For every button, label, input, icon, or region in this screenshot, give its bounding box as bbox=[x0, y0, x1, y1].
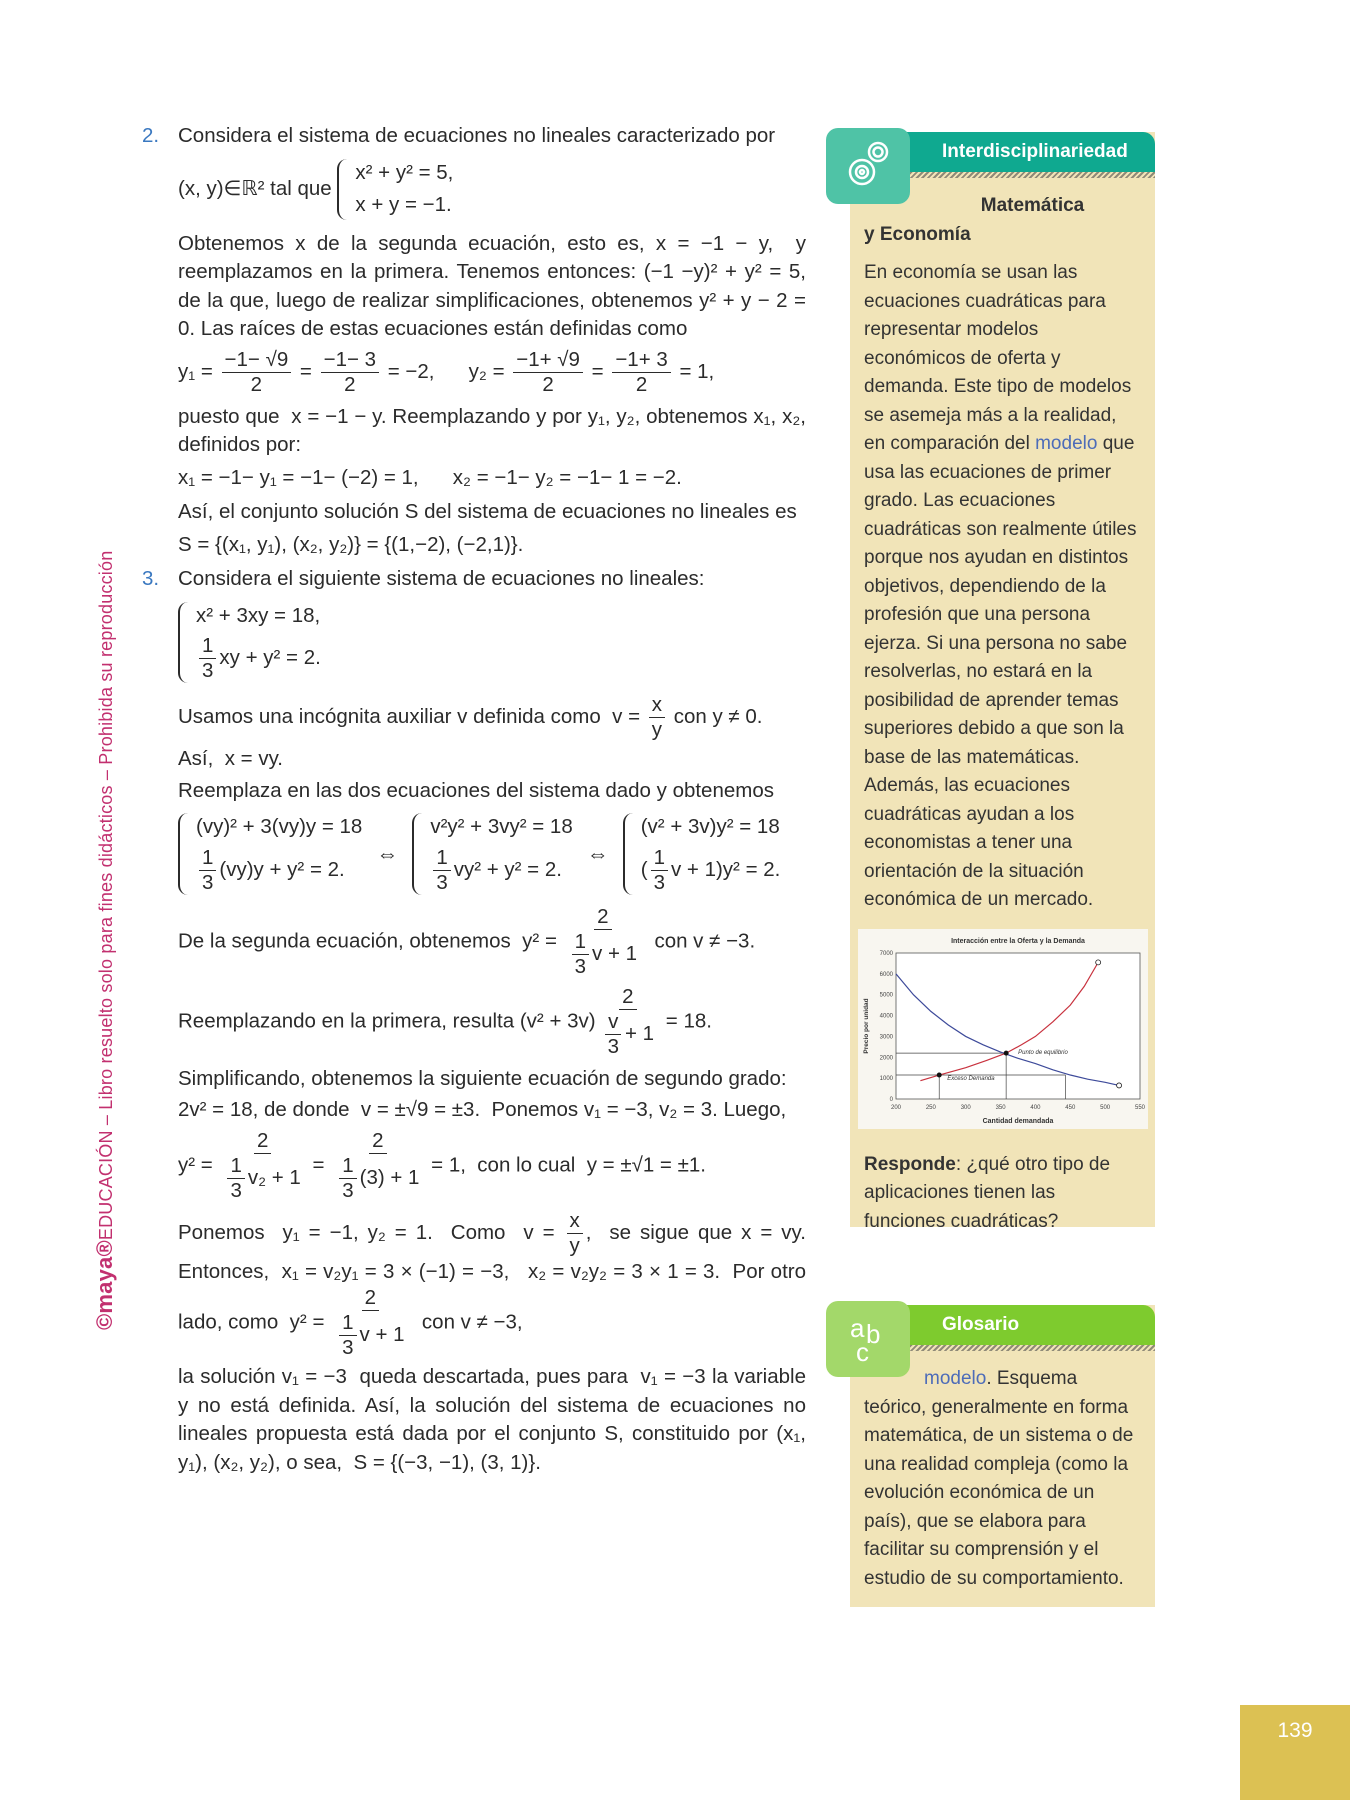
subtitle: Matemática bbox=[980, 195, 1085, 216]
math-text: 2 bbox=[344, 372, 356, 396]
paragraph bbox=[178, 745, 806, 774]
math-text: Así, el conjunto solución S del sistema de ecuaciones no lineales es bbox=[178, 500, 797, 523]
denominator bbox=[539, 373, 556, 397]
math-text: , se sigue que x = vy. Entonces, x₁ = v₂y₁ = 3 × (−1) = −3, x₂ = v₂y₂ = 3 × 1 = 3. Por otro lado, como y² = bbox=[178, 1220, 812, 1334]
math-text: 2 bbox=[250, 372, 263, 396]
left-brace bbox=[623, 813, 635, 895]
denominator bbox=[199, 659, 216, 683]
page-number-box bbox=[1240, 1705, 1350, 1800]
fraction bbox=[612, 348, 670, 397]
math-text: la solución v₁ = −3 queda descartada, pues para v₁ = −3 la variable y no está definida. Así, la solución del sistema de ecuaciones no lineales propuesta está dada por el conjunto S, constituido por (x₁, y₁), (x₂, y₂), o sea, S = {(−3, −1), (3, 1)}. bbox=[178, 1365, 812, 1474]
divider bbox=[910, 1345, 1155, 1351]
math-text: v²y² + 3vy² = 18 bbox=[430, 815, 573, 838]
denominator bbox=[572, 955, 589, 979]
math-text: puesto que x = −1 − y. Reemplazando y por y₁, y₂, obtenemos x₁, x₂, definidos por: bbox=[178, 404, 812, 456]
math-text: x² + y² = 5, bbox=[355, 160, 454, 184]
numerator bbox=[339, 1154, 356, 1179]
equation-system bbox=[178, 598, 806, 688]
fraction bbox=[333, 1129, 422, 1203]
math-text: 3 bbox=[653, 870, 665, 894]
fraction bbox=[333, 1286, 407, 1360]
fraction bbox=[339, 1311, 356, 1360]
denominator bbox=[333, 1311, 407, 1360]
left-brace bbox=[337, 159, 349, 220]
equation bbox=[178, 1129, 806, 1203]
math-text: = bbox=[294, 359, 318, 383]
x-tick-label: 500 bbox=[1100, 1104, 1111, 1111]
paragraph bbox=[178, 1208, 812, 1361]
fraction bbox=[199, 846, 216, 895]
math-text: 1 bbox=[230, 1153, 242, 1177]
equation bbox=[178, 464, 806, 493]
numerator bbox=[619, 985, 636, 1010]
problem-number: 3. bbox=[142, 567, 160, 590]
paragraph bbox=[178, 230, 812, 344]
math-text: = bbox=[306, 1152, 331, 1176]
system-rows bbox=[430, 813, 572, 895]
numerator bbox=[513, 348, 583, 373]
numerator bbox=[254, 1129, 271, 1154]
math-text: 2 bbox=[622, 984, 634, 1008]
annotation: Exceso Demanda bbox=[947, 1075, 995, 1082]
glossary-link-modelo[interactable]: modelo bbox=[1035, 433, 1098, 454]
x-axis-label: Cantidad demandada bbox=[982, 1117, 1054, 1125]
fraction bbox=[566, 905, 640, 979]
system-row bbox=[196, 846, 362, 895]
numerator bbox=[369, 1129, 386, 1154]
fraction bbox=[433, 846, 450, 895]
paragraph bbox=[178, 122, 806, 151]
equivalent-systems bbox=[178, 809, 806, 899]
system-row bbox=[430, 846, 572, 895]
math-text: x bbox=[569, 1208, 580, 1232]
fraction bbox=[651, 846, 668, 895]
main-column bbox=[142, 122, 812, 1481]
math-text: (x, y)∈ℝ² tal que bbox=[178, 176, 338, 200]
math-text: x² + 3xy = 18, bbox=[196, 603, 321, 627]
numerator bbox=[199, 634, 216, 659]
math-text: Considera el siguiente sistema de ecuaciones no lineales: bbox=[178, 567, 705, 590]
denominator bbox=[339, 1336, 356, 1360]
paragraph bbox=[178, 777, 806, 806]
system-rows bbox=[196, 813, 362, 895]
interdisciplinary-box bbox=[850, 132, 1155, 1232]
fraction bbox=[227, 1154, 244, 1203]
left-brace bbox=[412, 813, 424, 895]
math-text: v₂ + 1 bbox=[247, 1165, 301, 1189]
fraction bbox=[321, 348, 379, 397]
numerator bbox=[321, 348, 379, 373]
math-text: ( bbox=[640, 857, 648, 881]
equation bbox=[178, 531, 806, 560]
math-text: 2 bbox=[364, 1286, 377, 1309]
brace-system bbox=[623, 813, 781, 895]
denominator bbox=[341, 373, 358, 397]
math-text: 2 bbox=[542, 372, 554, 396]
math-text: xy + y² = 2. bbox=[219, 645, 321, 669]
brace-system bbox=[178, 602, 321, 684]
x-tick-label: 550 bbox=[1134, 1104, 1146, 1111]
math-text: 1 bbox=[653, 845, 665, 869]
interdisciplinary-header: Interdisciplinariedad bbox=[850, 132, 1155, 172]
math-text: 3 bbox=[574, 954, 587, 978]
math-text: con v ≠ −3, bbox=[410, 1310, 523, 1334]
math-text: 1 bbox=[202, 634, 214, 657]
system-row bbox=[355, 191, 453, 220]
math-text: 3 bbox=[436, 870, 448, 894]
denominator bbox=[651, 871, 668, 895]
fraction bbox=[513, 348, 583, 397]
denominator bbox=[227, 1179, 244, 1203]
equivalence-symbol: ⇔ bbox=[586, 840, 609, 866]
equation bbox=[178, 905, 806, 979]
math-text: Simplificando, obtenemos la siguiente ecuación de segundo grado: bbox=[178, 1066, 787, 1090]
equation bbox=[178, 985, 806, 1059]
math-text: Ponemos y₁ = −1, y₂ = 1. Como v = bbox=[178, 1220, 564, 1244]
numerator bbox=[567, 1209, 583, 1234]
math-text: 1 bbox=[342, 1153, 354, 1177]
svg-text:b: b bbox=[866, 1319, 881, 1349]
brace-system bbox=[412, 813, 572, 895]
math-text: = 1, con lo cual y = ±√1 = ±1. bbox=[425, 1152, 706, 1176]
denominator bbox=[567, 1234, 583, 1258]
denominator bbox=[339, 1179, 356, 1203]
brace-system bbox=[337, 159, 453, 220]
y-tick-label: 5000 bbox=[879, 992, 893, 999]
body-text: En economía se usan las ecuaciones cuadráticas para representar modelos económicos de oferta y demanda. Este tipo de modelos se asemeja más a la realidad, en comparación del modelo que usa las ecuaciones de primer grado. Las ecuaciones cuadráticas son realmente útiles porque nos ayudan en distintos objetivos, dependiendo de la profesión que una persona ejerza. Si una persona no sabe resolverlas, no estará en la posibilidad de aprender temas superiores debido a que son la base de las matemáticas. Además, las ecuaciones cuadráticas ayudan a los economistas a tener una orientación de la situación económica de un mercado. bbox=[864, 262, 1137, 910]
math-text: 1 bbox=[342, 1311, 354, 1334]
math-text: 3 bbox=[230, 1178, 242, 1202]
numerator bbox=[339, 1311, 356, 1336]
system-row bbox=[355, 159, 453, 188]
math-text: y bbox=[651, 718, 663, 741]
math-text: = 18. bbox=[660, 1008, 712, 1032]
chart-title: Interacción entre la Oferta y la Demanda bbox=[951, 937, 1085, 945]
math-text: 1 bbox=[436, 845, 448, 869]
math-text: Obtenemos x de la segunda ecuación, esto es, x = −1 − y, y reemplazamos en la primera. Tenemos entonces: (−1 −y)² + y² = 5, de la que, luego de realizar simplificaciones, obtenemos y² + y − 2 = 0. Las raíces de estas ecuaciones están definidas como bbox=[178, 231, 812, 340]
denominator bbox=[433, 871, 450, 895]
annotation: Punto de equilibrio bbox=[1018, 1049, 1068, 1056]
math-text: −1− 3 bbox=[323, 347, 377, 371]
math-text: v + 1 bbox=[359, 1322, 405, 1346]
math-text: 3 bbox=[202, 870, 214, 894]
math-text: x₁ = −1− y₁ = −1− (−2) = 1, x₂ = −1− y₂ = −1− 1 = −2. bbox=[178, 465, 682, 489]
numerator bbox=[605, 1010, 621, 1035]
fraction bbox=[599, 985, 657, 1059]
system-row bbox=[196, 813, 362, 842]
x-tick-label: 300 bbox=[960, 1104, 971, 1111]
data-point bbox=[1004, 1050, 1009, 1055]
y-tick-label: 0 bbox=[889, 1096, 893, 1103]
divider bbox=[910, 172, 1155, 178]
x-tick-label: 400 bbox=[1030, 1104, 1041, 1111]
math-text: 1 bbox=[202, 845, 214, 869]
fraction bbox=[199, 634, 216, 683]
fraction bbox=[339, 1154, 356, 1203]
fraction bbox=[605, 1010, 622, 1059]
math-text: v + 1 bbox=[592, 941, 638, 965]
paragraph bbox=[178, 1363, 812, 1477]
problem-number: 2. bbox=[142, 124, 160, 147]
math-text: 3 bbox=[342, 1178, 354, 1202]
publisher-logo: ©maya® bbox=[92, 1240, 117, 1330]
fraction bbox=[222, 348, 292, 397]
paragraph bbox=[178, 693, 806, 742]
left-brace bbox=[178, 813, 190, 895]
math-text: 2 bbox=[256, 1128, 269, 1152]
denominator bbox=[248, 373, 265, 397]
paragraph bbox=[178, 1096, 806, 1125]
math-text: 3 bbox=[342, 1336, 354, 1359]
glossary-header: Glosario bbox=[850, 1305, 1155, 1345]
fraction bbox=[567, 1209, 583, 1258]
numerator bbox=[612, 348, 670, 373]
math-text: (v² + 3v)y² = 18 bbox=[640, 815, 780, 838]
math-text: x bbox=[651, 693, 663, 716]
numerator bbox=[594, 905, 611, 930]
denominator bbox=[199, 871, 216, 895]
system-rows bbox=[641, 813, 781, 895]
math-text: 3 bbox=[202, 659, 214, 682]
x-tick-label: 450 bbox=[1065, 1104, 1076, 1111]
paragraph bbox=[178, 403, 812, 460]
math-text: 2v² = 18, de donde v = ±√9 = ±3. Ponemos v₁ = −3, v₂ = 3. Luego, bbox=[178, 1098, 787, 1121]
math-text: (vy)y + y² = 2. bbox=[219, 857, 345, 881]
fraction bbox=[649, 693, 665, 742]
supply-demand-chart bbox=[858, 929, 1148, 1129]
math-text: v + 1)y² = 2. bbox=[670, 857, 781, 881]
paragraph bbox=[178, 498, 806, 527]
numerator bbox=[227, 1154, 244, 1179]
math-text: 2 bbox=[597, 904, 609, 928]
open-endpoint bbox=[1096, 959, 1101, 964]
data-point bbox=[937, 1072, 942, 1077]
glossary-definition: modelo. Esquema teórico, generalmente en forma matemática, de un sistema o de una realidad compleja (como la evolución económica de un país), que se elabora para facilitar su comprensión y el estudio de su comportamiento. bbox=[864, 1368, 1134, 1589]
denominator bbox=[566, 930, 640, 979]
y-axis-label: Precio por unidad bbox=[863, 997, 870, 1054]
brace-system bbox=[178, 813, 362, 895]
system-row bbox=[430, 813, 572, 842]
system-rows bbox=[196, 602, 321, 684]
denominator bbox=[333, 1154, 422, 1203]
math-text: con v ≠ −3. bbox=[643, 928, 756, 952]
respond-question: Responde: ¿qué otro tipo de aplicaciones tienen las funciones cuadráticas? bbox=[864, 1153, 1111, 1232]
glossary-term: modelo bbox=[924, 1368, 987, 1389]
problem bbox=[142, 122, 812, 559]
denominator bbox=[599, 1010, 657, 1059]
denominator bbox=[633, 373, 650, 397]
open-endpoint bbox=[1117, 1082, 1122, 1087]
y-tick-label: 6000 bbox=[879, 971, 893, 978]
numerator bbox=[649, 693, 665, 718]
math-text: S = {(x₁, y₁), (x₂, y₂)} = {(1,−2), (−2,1)}. bbox=[178, 532, 524, 556]
y-tick-label: 3000 bbox=[879, 1033, 893, 1040]
numerator bbox=[433, 846, 450, 871]
x-tick-label: 200 bbox=[890, 1104, 902, 1111]
math-text: vy² + y² = 2. bbox=[453, 857, 562, 881]
problem bbox=[142, 565, 812, 1477]
equivalence-symbol: ⇔ bbox=[376, 840, 399, 866]
system-row bbox=[196, 634, 321, 683]
math-text: −1+ 3 bbox=[615, 347, 668, 371]
y-tick-label: 2000 bbox=[879, 1054, 893, 1061]
math-text: 2 bbox=[635, 372, 648, 396]
glossary-box bbox=[850, 1305, 1155, 1607]
denominator bbox=[605, 1035, 622, 1059]
math-text: Así, x = vy. bbox=[178, 747, 283, 770]
math-text: 3 bbox=[607, 1034, 619, 1058]
math-text: = −2, y₂ = bbox=[382, 359, 511, 383]
paragraph bbox=[178, 565, 806, 594]
system-row bbox=[196, 602, 321, 631]
subtitle-2: y Economía bbox=[864, 223, 971, 245]
fraction bbox=[221, 1129, 303, 1203]
math-text: x + y = −1. bbox=[355, 193, 452, 216]
system-rows bbox=[355, 159, 453, 220]
numerator bbox=[572, 930, 589, 955]
math-text: Reemplaza en las dos ecuaciones del sistema dado y obtenemos bbox=[178, 778, 774, 802]
math-text: −1− √9 bbox=[224, 347, 289, 371]
system-row bbox=[641, 813, 781, 842]
denominator bbox=[221, 1154, 303, 1203]
math-text: −1+ √9 bbox=[516, 347, 580, 371]
equation bbox=[178, 348, 806, 397]
math-text: v bbox=[608, 1009, 619, 1033]
svg-text:c: c bbox=[856, 1337, 869, 1367]
math-text: Reemplazando en la primera, resulta (v² + 3v) bbox=[178, 1008, 596, 1032]
math-text: y₁ = bbox=[178, 359, 219, 383]
math-text: con y ≠ 0. bbox=[668, 704, 763, 728]
math-text: y bbox=[569, 1233, 580, 1257]
system-row bbox=[641, 846, 781, 895]
left-brace bbox=[178, 602, 190, 684]
math-text: De la segunda ecuación, obtenemos y² = bbox=[178, 928, 563, 952]
math-text: + 1 bbox=[625, 1021, 655, 1045]
equation-system bbox=[178, 155, 806, 224]
copyright-margin-text: ©maya®EDUCACIÓN – Libro resuelto solo para fines didácticos – Prohibida su reproducción bbox=[92, 550, 117, 1330]
denominator bbox=[649, 718, 665, 742]
y-tick-label: 1000 bbox=[879, 1075, 893, 1082]
paragraph bbox=[178, 1065, 806, 1094]
math-text: 1 bbox=[574, 929, 587, 953]
math-text: (vy)² + 3(vy)y = 18 bbox=[196, 815, 363, 838]
x-tick-label: 350 bbox=[995, 1104, 1006, 1111]
math-text: y² = bbox=[178, 1152, 219, 1176]
page-number: 139 bbox=[1277, 1719, 1313, 1742]
numerator bbox=[651, 846, 668, 871]
svg-text:a: a bbox=[850, 1313, 865, 1343]
math-text: 2 bbox=[372, 1128, 384, 1152]
math-text: Usamos una incógnita auxiliar v definida como v = bbox=[178, 704, 646, 728]
y-tick-label: 4000 bbox=[879, 1013, 893, 1020]
y-tick-label: 7000 bbox=[879, 950, 893, 957]
numerator bbox=[199, 846, 216, 871]
numerator bbox=[222, 348, 292, 373]
math-text: = 1, bbox=[673, 359, 715, 383]
numerator bbox=[362, 1286, 379, 1311]
math-text: Considera el sistema de ecuaciones no lineales caracterizado por bbox=[178, 124, 776, 147]
math-text: = bbox=[585, 359, 610, 383]
math-text: (3) + 1 bbox=[359, 1165, 420, 1189]
x-tick-label: 250 bbox=[925, 1104, 936, 1111]
fraction bbox=[572, 930, 589, 979]
